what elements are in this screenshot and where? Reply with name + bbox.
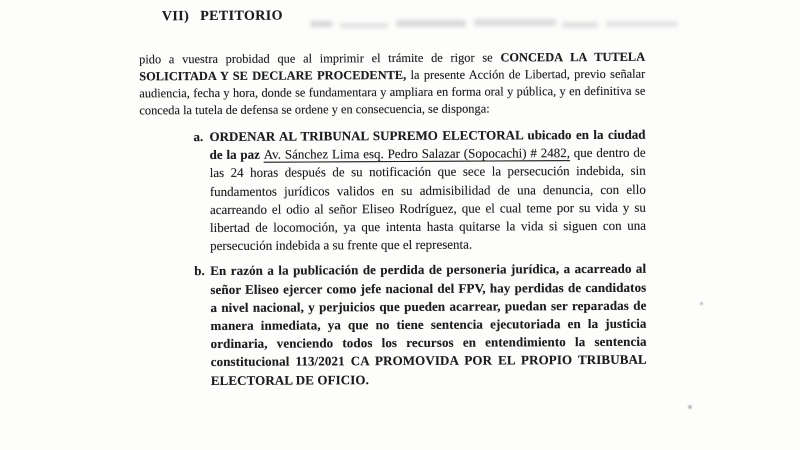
item-a-body-run: que dentro de las 24 horas después de su notificación que sece la persecución indebida, sin fundamentos jurídicos validos en su admisibilidad de una denuncia, con ello acarreando el odio al señor Eliseo Rodríguez, que el cual teme por su vida y su libertad de locomoción, ya que intenta hasta quitarse la vida si siguen con una persecución indebida a su frente que el representa.	[209, 144, 647, 254]
petition-intro-paragraph	[139, 49, 645, 118]
section-numeral: VII)	[161, 9, 190, 25]
section-title: PETITORIO	[200, 8, 283, 25]
item-marker: b.	[194, 263, 205, 279]
tribunal-order-bold-run: ORDENAR AL TRIBUNAL SUPREMO ELECTORAL ubicado en la ciudad de la paz	[209, 126, 646, 163]
item-marker: a.	[193, 129, 204, 145]
petition-item-a	[193, 126, 646, 256]
item-b-text	[210, 260, 647, 390]
address-underline-run: Av. Sánchez Lima esq. Pedro Salazar (Sopocachi) # 2482,	[263, 145, 570, 162]
intro-text-run: pido a vuestra probidad que al imprimir el trámite de rigor se	[139, 50, 501, 67]
tutela-emphasis-run: CONCEDA LA TUTELA SOLICITADA Y SE DECLARE PROCEDENTE,	[139, 50, 646, 84]
item-b-body-run: En razón a la publicación de perdida de personeria jurídica, a acarreado al señor Eliseo ejercer como jefe nacional del FPV, hay perdidas de candidatos a nivel nacional, y perjuicios que pueden acarrear, puedan ser reparadas de manera inmediata, ya que no tiene sentencia ejecutoriada en la justicia ordinaria, venciendo todos los recursos en entendimiento la sentencia constitucional 113/2021 CA PROMOVIDA POR EL PROPIO TRIBUBAL ELECTORAL DE OFICIO.	[210, 261, 647, 388]
item-a-text	[209, 126, 646, 256]
petition-item-b	[194, 260, 647, 390]
petition-items-list	[193, 126, 646, 390]
section-heading	[162, 9, 283, 26]
intro-text-run: la presente Acción de Libertad, previo señalar audiencia, fecha y hora, donde se fundamentara y ampliara en forma oral y pública, y en definitiva se conceda la tutela de defensa se ordene y en consecuencia, se disponga:	[139, 66, 646, 117]
